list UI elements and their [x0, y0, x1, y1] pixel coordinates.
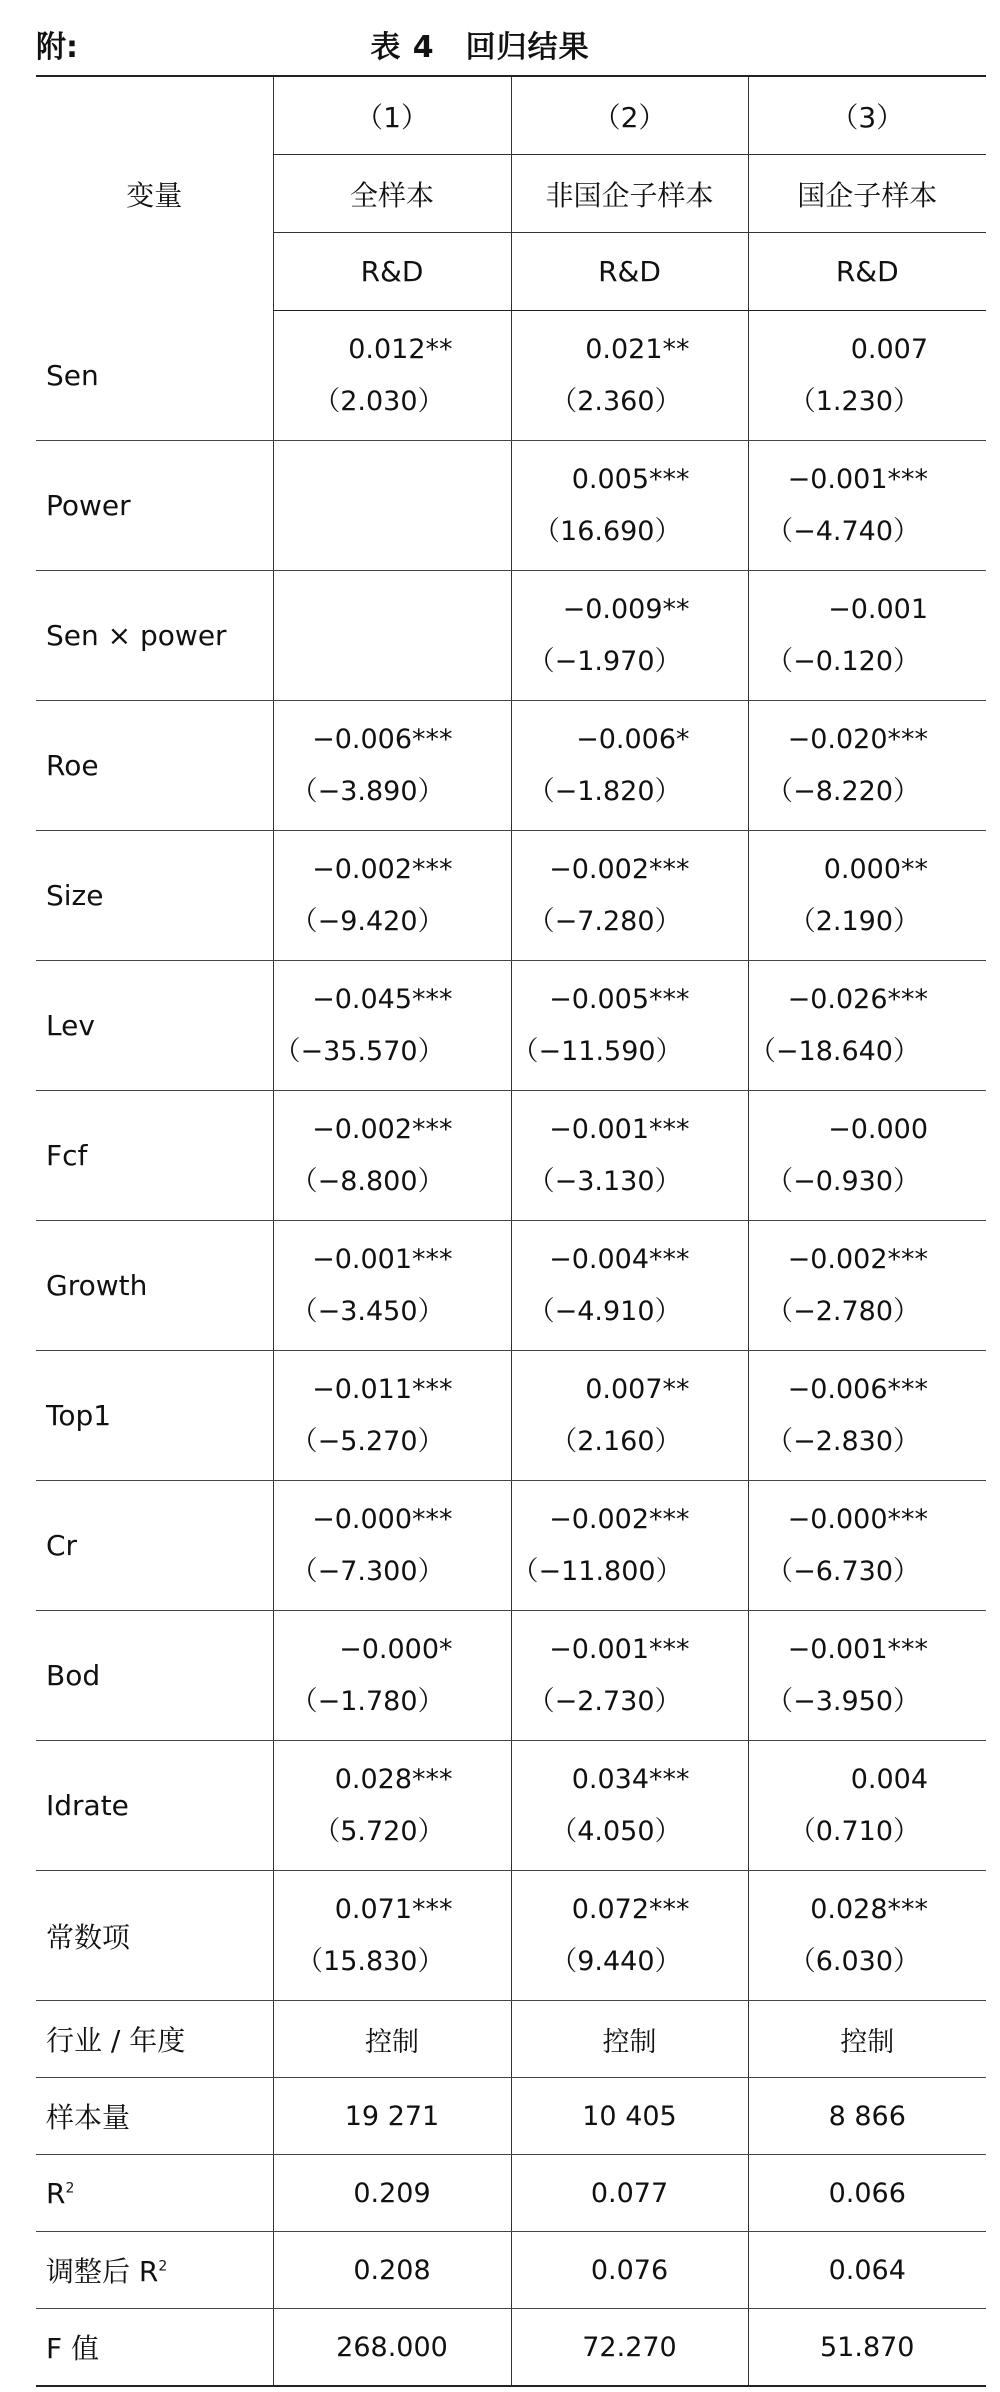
coefficient-cell: [511, 441, 748, 571]
coefficient-value: −0.000***: [312, 1503, 453, 1535]
t-statistic: （0.710）: [788, 1815, 920, 1847]
coefficient-value: −0.000*: [339, 1633, 453, 1665]
t-statistic: （−18.640）: [748, 1035, 920, 1067]
coefficient-cell: [273, 441, 511, 571]
coefficient-cell: [748, 1351, 986, 1481]
variable-name: Cr: [36, 1481, 273, 1611]
table-row: [36, 701, 986, 831]
t-statistic: （9.440）: [550, 1945, 682, 1977]
table-row: [36, 1611, 986, 1741]
summary-value: 19 271: [273, 2078, 511, 2155]
t-statistic: （−3.890）: [290, 775, 445, 807]
coefficient-cell: [273, 1091, 511, 1221]
coefficient-cell: [511, 1741, 748, 1871]
variable-name: Idrate: [36, 1741, 273, 1871]
t-statistic: （−7.300）: [290, 1555, 445, 1587]
coefficient-value: −0.001***: [312, 1243, 453, 1275]
coefficient-value: −0.020***: [787, 723, 928, 755]
coefficient-cell: [748, 311, 986, 441]
variable-name: Power: [36, 441, 273, 571]
summary-value: 0.209: [273, 2155, 511, 2232]
summary-value: 8 866: [748, 2078, 986, 2155]
column-number: （3）: [748, 76, 986, 155]
coefficient-cell: [273, 1741, 511, 1871]
coefficient-value: −0.011***: [312, 1373, 453, 1405]
coefficient-value: −0.001***: [787, 1633, 928, 1665]
coefficient-cell: [748, 1611, 986, 1741]
t-statistic: （−11.590）: [511, 1035, 683, 1067]
variable-name: Fcf: [36, 1091, 273, 1221]
coefficient-cell: [511, 311, 748, 441]
summary-value: 0.076: [511, 2232, 748, 2309]
table-header: [36, 22, 964, 72]
coefficient-cell: [511, 571, 748, 701]
summary-value: 51.870: [748, 2309, 986, 2387]
summary-value: 10 405: [511, 2078, 748, 2155]
coefficient-value: −0.006***: [312, 723, 453, 755]
t-statistic: （2.360）: [550, 385, 682, 417]
coefficient-value: −0.001***: [787, 463, 928, 495]
table-row: [36, 2078, 986, 2155]
coefficient-value: −0.001***: [549, 1633, 690, 1665]
coefficient-cell: [511, 831, 748, 961]
coefficient-cell: [511, 1611, 748, 1741]
coefficient-cell: [748, 1481, 986, 1611]
t-statistic: （−8.220）: [766, 775, 920, 807]
table-row: [36, 1741, 986, 1871]
t-statistic: （−0.120）: [766, 645, 920, 677]
t-statistic: （−11.800）: [511, 1555, 683, 1587]
t-statistic: （−1.970）: [527, 645, 682, 677]
coefficient-value: 0.007**: [585, 1373, 690, 1405]
variable-name: Roe: [36, 701, 273, 831]
coefficient-value: 0.000**: [823, 853, 928, 885]
coefficient-cell: [748, 701, 986, 831]
coefficient-cell: [273, 571, 511, 701]
coefficient-value: −0.001: [828, 593, 928, 625]
coefficient-value: −0.000***: [787, 1503, 928, 1535]
column-sample: 非国企子样本: [511, 155, 748, 233]
variable-label: 行业 / 年度: [46, 2024, 186, 2057]
t-statistic: （−4.910）: [527, 1295, 682, 1327]
coefficient-value: −0.002***: [312, 853, 453, 885]
coefficient-cell: [273, 311, 511, 441]
t-statistic: （−3.950）: [766, 1685, 920, 1717]
coefficient-cell: [748, 1221, 986, 1351]
table-row: [36, 1481, 986, 1611]
table-row: [36, 961, 986, 1091]
table-row: [36, 831, 986, 961]
t-statistic: （−4.740）: [766, 515, 920, 547]
coefficient-value: 0.007: [850, 333, 928, 365]
t-statistic: （15.830）: [296, 1945, 445, 1977]
coefficient-cell: [273, 701, 511, 831]
t-statistic: （−35.570）: [273, 1035, 445, 1067]
table-row: [36, 441, 986, 571]
coefficient-cell: [273, 1221, 511, 1351]
coefficient-cell: [273, 1481, 511, 1611]
t-statistic: （1.230）: [788, 385, 920, 417]
coefficient-cell: [748, 1871, 986, 2001]
variable-name: 常数项: [36, 1871, 273, 2001]
coefficient-value: −0.002***: [549, 1503, 690, 1535]
t-statistic: （−5.270）: [290, 1425, 445, 1457]
table-row: [36, 311, 986, 441]
variable-label: 样本量: [46, 2101, 131, 2134]
variable-name: [36, 2078, 273, 2155]
coefficient-value: 0.071***: [334, 1893, 453, 1925]
column-dependent-variable: R&D: [273, 233, 511, 311]
t-statistic: （16.690）: [533, 515, 682, 547]
t-statistic: （−3.450）: [290, 1295, 445, 1327]
t-statistic: （−9.420）: [290, 905, 445, 937]
coefficient-value: 0.004: [850, 1763, 928, 1795]
coefficient-cell: [273, 961, 511, 1091]
t-statistic: （−6.730）: [766, 1555, 920, 1587]
column-number: （1）: [273, 76, 511, 155]
coefficient-cell: [511, 1871, 748, 2001]
variable-name: Sen: [36, 311, 273, 441]
column-number: （2）: [511, 76, 748, 155]
coefficient-cell: [511, 701, 748, 831]
coefficient-value: 0.012**: [348, 333, 453, 365]
coefficient-value: 0.028***: [334, 1763, 453, 1795]
variable-name: [36, 2232, 273, 2309]
table-row: [36, 1221, 986, 1351]
variable-name: Lev: [36, 961, 273, 1091]
column-sample: 国企子样本: [748, 155, 986, 233]
superscript: 2: [65, 2180, 75, 2197]
t-statistic: （2.160）: [550, 1425, 682, 1457]
coefficient-value: −0.002***: [312, 1113, 453, 1145]
table-row: [36, 1091, 986, 1221]
summary-value: 控制: [273, 2001, 511, 2078]
appendix-label: 附:: [36, 30, 78, 65]
variable-name: Top1: [36, 1351, 273, 1481]
coefficient-cell: [748, 831, 986, 961]
coefficient-cell: [748, 961, 986, 1091]
coefficient-cell: [511, 961, 748, 1091]
coefficient-cell: [748, 1741, 986, 1871]
variable-name: Growth: [36, 1221, 273, 1351]
coefficient-cell: [748, 571, 986, 701]
variable-name: Sen × power: [36, 571, 273, 701]
coefficient-value: −0.026***: [787, 983, 928, 1015]
t-statistic: （−2.830）: [766, 1425, 920, 1457]
coefficient-cell: [273, 1351, 511, 1481]
coefficient-value: 0.028***: [810, 1893, 928, 1925]
t-statistic: （−2.780）: [766, 1295, 920, 1327]
coefficient-value: −0.006***: [787, 1373, 928, 1405]
coefficient-value: 0.072***: [571, 1893, 690, 1925]
coefficient-value: −0.045***: [312, 983, 453, 1015]
variable-name: [36, 2155, 273, 2232]
coefficient-cell: [273, 1871, 511, 2001]
summary-value: 控制: [511, 2001, 748, 2078]
variable-label: R: [46, 2176, 66, 2210]
regression-results-table: [36, 75, 986, 2387]
t-statistic: （−8.800）: [290, 1165, 445, 1197]
summary-value: 0.066: [748, 2155, 986, 2232]
coefficient-cell: [511, 1351, 748, 1481]
t-statistic: （−0.930）: [766, 1165, 920, 1197]
coefficient-cell: [273, 831, 511, 961]
column-sample: 全样本: [273, 155, 511, 233]
summary-value: 0.208: [273, 2232, 511, 2309]
coefficient-cell: [511, 1091, 748, 1221]
coefficient-value: −0.004***: [549, 1243, 690, 1275]
table-row: [36, 2001, 986, 2078]
summary-value: 0.077: [511, 2155, 748, 2232]
summary-value: 268.000: [273, 2309, 511, 2387]
coefficient-value: −0.001***: [549, 1113, 690, 1145]
summary-value: 控制: [748, 2001, 986, 2078]
variable-name: [36, 2001, 273, 2078]
coefficient-value: −0.009**: [562, 593, 690, 625]
variable-name: Bod: [36, 1611, 273, 1741]
coefficient-cell: [511, 1481, 748, 1611]
t-statistic: （5.720）: [313, 1815, 445, 1847]
coefficient-value: 0.034***: [571, 1763, 690, 1795]
t-statistic: （4.050）: [550, 1815, 682, 1847]
table-row: [36, 1871, 986, 2001]
coefficient-value: −0.005***: [549, 983, 690, 1015]
coefficient-value: −0.002***: [549, 853, 690, 885]
t-statistic: （−1.820）: [527, 775, 682, 807]
table-row: [36, 571, 986, 701]
t-statistic: （−7.280）: [527, 905, 682, 937]
table-title: 表 4 回归结果: [370, 30, 590, 65]
summary-value: 0.064: [748, 2232, 986, 2309]
table-row: [36, 2155, 986, 2232]
variable-label: F 值: [46, 2332, 100, 2365]
t-statistic: （6.030）: [788, 1945, 920, 1977]
coefficient-cell: [748, 1091, 986, 1221]
coefficient-value: −0.006*: [576, 723, 690, 755]
coefficient-cell: [748, 441, 986, 571]
table-row: [36, 2232, 986, 2309]
coefficient-value: 0.005***: [571, 463, 690, 495]
column-dependent-variable: R&D: [511, 233, 748, 311]
coefficient-value: 0.021**: [585, 333, 690, 365]
t-statistic: （−3.130）: [527, 1165, 682, 1197]
coefficient-cell: [273, 1611, 511, 1741]
coefficient-value: −0.000: [828, 1113, 928, 1145]
t-statistic: （2.190）: [788, 905, 920, 937]
table-row: [36, 1351, 986, 1481]
coefficient-cell: [511, 1221, 748, 1351]
variable-name: Size: [36, 831, 273, 961]
t-statistic: （2.030）: [313, 385, 445, 417]
variable-header: 变量: [36, 76, 273, 311]
table-row: [36, 2309, 986, 2387]
superscript: 2: [158, 2258, 168, 2275]
variable-name: [36, 2309, 273, 2387]
variable-label: 调整后 R: [46, 2255, 159, 2288]
coefficient-value: −0.002***: [787, 1243, 928, 1275]
summary-value: 72.270: [511, 2309, 748, 2387]
t-statistic: （−1.780）: [290, 1685, 445, 1717]
column-dependent-variable: R&D: [748, 233, 986, 311]
t-statistic: （−2.730）: [527, 1685, 682, 1717]
